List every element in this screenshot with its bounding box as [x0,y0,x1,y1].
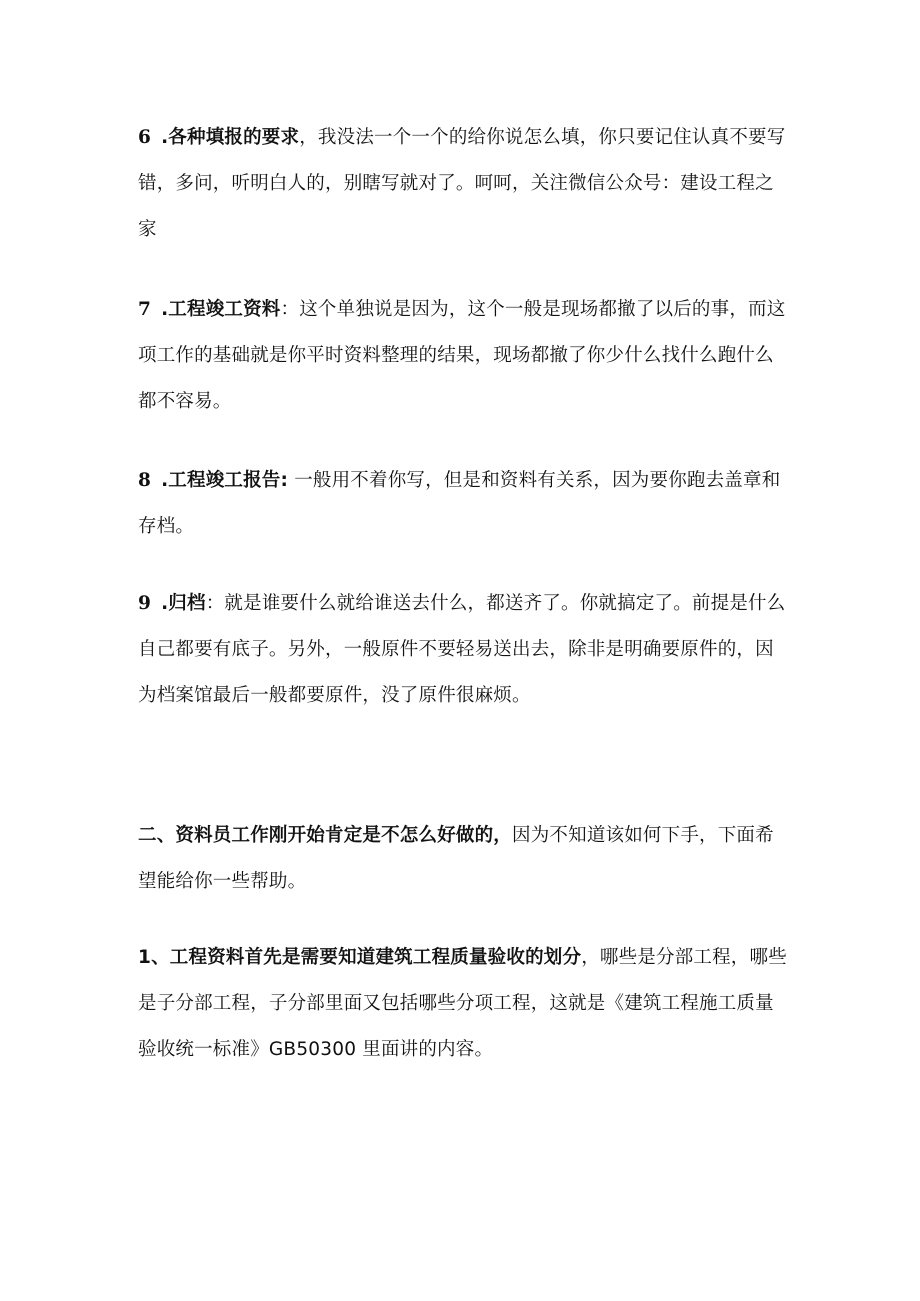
item-body: ，我没法一个一个的给你说怎么填，你只要记住认真不要写错，多问，听明白人的，别瞎写就对了。呵呵，关注微信公众号：建设工程之家 [138,127,786,240]
item-number: 6 [138,127,152,148]
paragraph-item-7 [138,287,788,425]
item-title: .工程竣工资料 [161,299,281,320]
item-body: ：就是谁要什么就给谁送去什么，都送齐了。你就搞定了。前提是什么自己都要有底子。另外，一般原件不要轻易送出去，除非是明确要原件的，因为档案馆最后一般都要原件，没了原件很麻烦。 [138,593,786,706]
paragraph-item-9 [138,581,788,719]
point-body: ，哪些是分部工程，哪些是子分部工程，子分部里面又包括哪些分项工程，这就是《建筑工程施工质量验收统一标准》GB50300 里面讲的内容。 [138,947,787,1060]
item-number: 9 [138,593,152,614]
point-title: 1、工程资料首先是需要知道建筑工程质量验收的划分 [138,947,582,968]
section-title: 二、资料员工作刚开始肯定是不怎么好做的， [138,825,513,846]
item-title: .各种填报的要求 [161,127,300,148]
item-body: 一般用不着你写，但是和资料有关系，因为要你跑去盖章和存档。 [138,470,781,537]
paragraph-item-8 [138,458,788,550]
paragraph-point-1 [138,935,788,1073]
item-title: .工程竣工报告: [161,470,289,491]
item-number: 7 [138,299,152,320]
item-title: .归档 [161,593,206,614]
section-body: 因为不知道该如何下手，下面希望能给你一些帮助。 [138,825,774,892]
paragraph-item-6 [138,115,788,253]
section-2-heading-paragraph [138,813,788,905]
item-number: 8 [138,470,152,491]
item-body: ：这个单独说是因为，这个一般是现场都撤了以后的事，而这项工作的基础就是你平时资料整理的结果，现场都撤了你少什么找什么跑什么都不容易。 [138,299,786,412]
